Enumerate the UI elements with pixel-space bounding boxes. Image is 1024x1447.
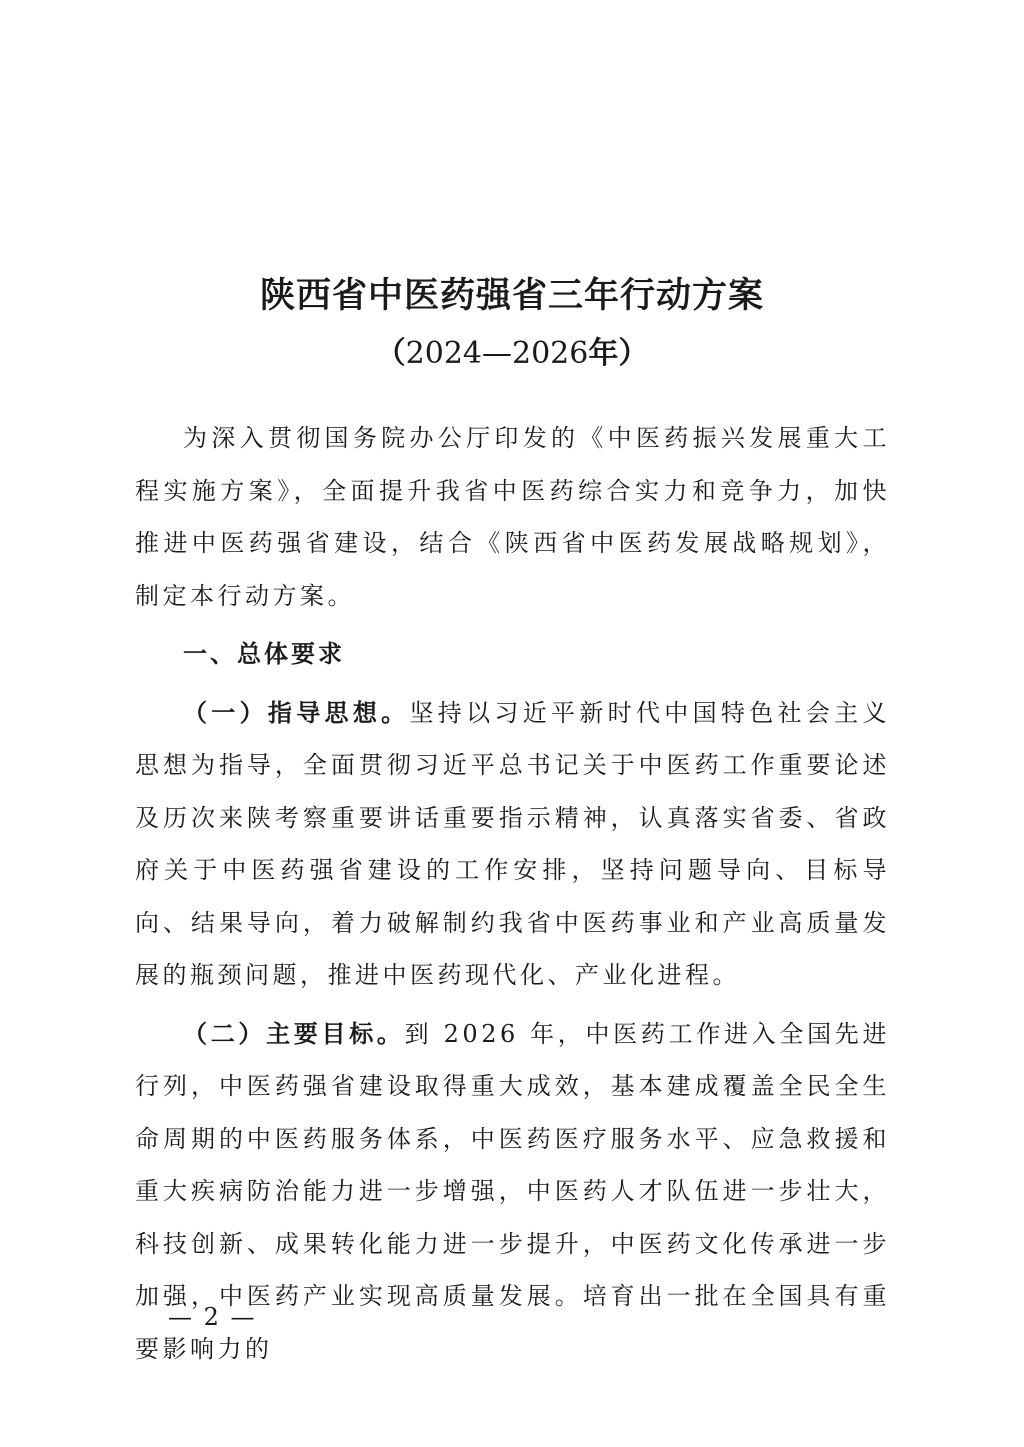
page-number: — 2 — (168, 1303, 257, 1331)
subtitle-open-paren: （ (375, 336, 406, 371)
guiding-ideology-paragraph (135, 687, 890, 1002)
document-title: 陕西省中医药强省三年行动方案 (259, 276, 764, 316)
document-subtitle (0, 330, 1024, 378)
main-goals-lead: （二）主要目标。 (183, 1019, 405, 1048)
section-heading-general-requirements: 一、总体要求 (183, 640, 345, 668)
subtitle-years: 2024—2026 (405, 336, 589, 371)
guiding-ideology-text: 坚持以习近平新时代中国特色社会主义思想为指导，全面贯彻习近平总书记关于中医药工作重要论述及历次来陕考察重要讲话重要指示精神，认真落实省委、省政府关于中医药强省建设的工作安排，坚持问题导向、目标导向、结果导向，着力破解制约我省中医药事业和产业高质量发展的瓶颈问题，推进中医药现代化、产业化进程。 (135, 698, 890, 989)
document-body (135, 412, 890, 1375)
subtitle-year-char: 年） (588, 336, 649, 371)
guiding-ideology-lead: （一）指导思想。 (183, 698, 410, 727)
intro-paragraph: 为深入贯彻国务院办公厅印发的《中医药振兴发展重大工程实施方案》，全面提升我省中医药综合实力和竞争力，加快推进中医药强省建设，结合《陕西省中医药发展战略规划》，制定本行动方案。 (135, 424, 890, 610)
main-goals-text: 到 2026 年，中医药工作进入全国先进行列，中医药强省建设取得重大成效，基本建成覆盖全民全生命周期的中医药服务体系，中医药医疗服务水平、应急救援和重大疾病防治能力进一步增强，中医药人才队伍进一步壮大，科技创新、成果转化能力进一步提升，中医药文化传承进一步加强，中医药产业实现高质量发展。培育出一批在全国具有重要影响力的 (135, 1019, 890, 1363)
